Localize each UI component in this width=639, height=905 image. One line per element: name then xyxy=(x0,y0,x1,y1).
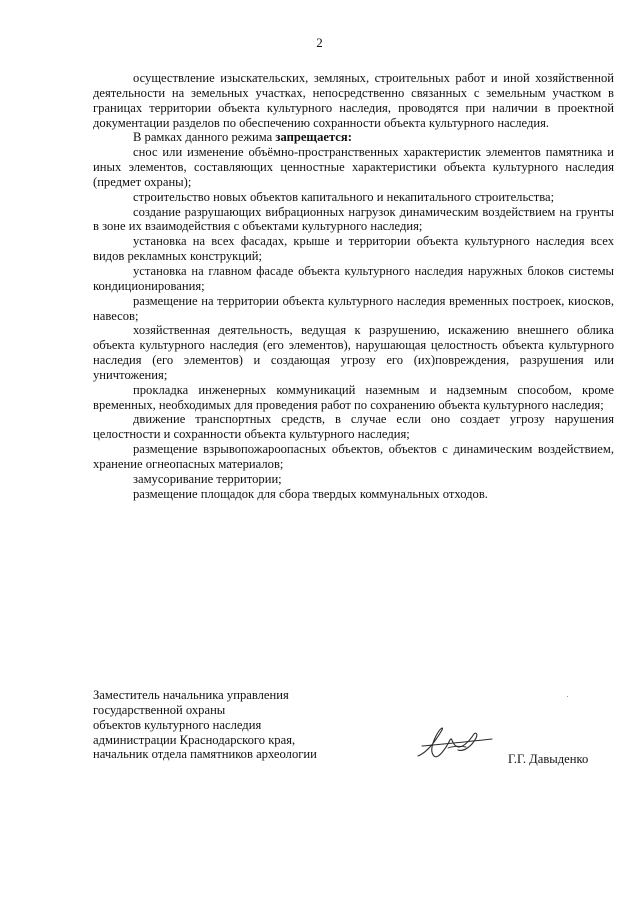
document-body xyxy=(93,71,614,501)
paragraph-temporary-buildings: размещение на территории объекта культурного наследия временных построек, киосков, навесов; xyxy=(93,293,614,323)
paragraph-demolition: снос или изменение объёмно-пространственных характеристик элементов памятника и иных элементов, составляющих ценностные характеристики объекта культурного наследия (предмет охраны); xyxy=(93,145,614,189)
prohibited-intro-text: В рамках данного режима xyxy=(133,130,276,145)
paragraph-survey-works: осуществление изыскательских, земляных, строительных работ и иной хозяйственной деятельности на земельных участках, непосредственно связанных с земельным участком в границах территории объекта культурного наследия, проводятся при наличии в проектной документации разделов по обеспечению сохранности объекта культурного наследия. xyxy=(93,71,614,130)
paragraph-air-conditioning: установка на главном фасаде объекта культурного наследия наружных блоков системы кондиционирования; xyxy=(93,263,614,293)
prohibited-keyword: запрещается: xyxy=(275,130,352,145)
signatory-title-line: начальник отдела памятников археологии xyxy=(93,747,317,762)
signatory-title xyxy=(93,688,317,762)
paragraph-vibration-loads: создание разрушающих вибрационных нагрузок динамическим воздействием на грунты в зоне их взаимодействия с объектами культурного наследия; xyxy=(93,204,614,234)
paragraph-littering: замусоривание территории; xyxy=(133,471,282,486)
paragraph-explosive-objects: размещение взрывопожароопасных объектов, объектов с динамическим воздействием, хранение огнеопасных материалов; xyxy=(93,442,614,471)
signatory-title-line: администрации Краснодарского края, xyxy=(93,732,296,747)
paragraph-vehicle-traffic: движение транспортных средств, в случае если оно создает угрозу нарушения целостности и сохранности объекта культурного наследия; xyxy=(93,412,614,442)
signatory-title-line: Заместитель начальника управления xyxy=(93,688,289,702)
paragraph-prohibited-intro xyxy=(93,130,614,145)
paragraph-waste-sites: размещение площадок для сбора твердых коммунальных отходов. xyxy=(133,486,488,501)
page-number: 2 xyxy=(316,35,323,50)
paragraph-advertising: установка на всех фасадах, крыше и территории объекта культурного наследия всех видов рекламных конструкций; xyxy=(93,234,614,264)
paragraph-economic-activity: хозяйственная деятельность, ведущая к разрушению, искажению внешнего облика объекта культурного наследия (его элементов), нарушающая целостность объекта культурного наследия (его элементов) и создающая угрозу его (их)повреждения, разрушения или уничтожения; xyxy=(93,323,614,382)
paragraph-utilities: прокладка инженерных коммуникаций наземным и надземным способом, кроме временных, необходимых для проведения работ по сохранению объекта культурного наследия; xyxy=(93,382,614,412)
paragraph-construction: строительство новых объектов капитального и некапитального строительства; xyxy=(133,189,555,204)
signatory-title-line: государственной охраны xyxy=(93,702,226,717)
scan-speck xyxy=(567,696,568,697)
handwritten-signature xyxy=(412,722,496,764)
signer-name: Г.Г. Давыденко xyxy=(508,752,589,766)
signatory-title-line: объектов культурного наследия xyxy=(93,717,262,732)
